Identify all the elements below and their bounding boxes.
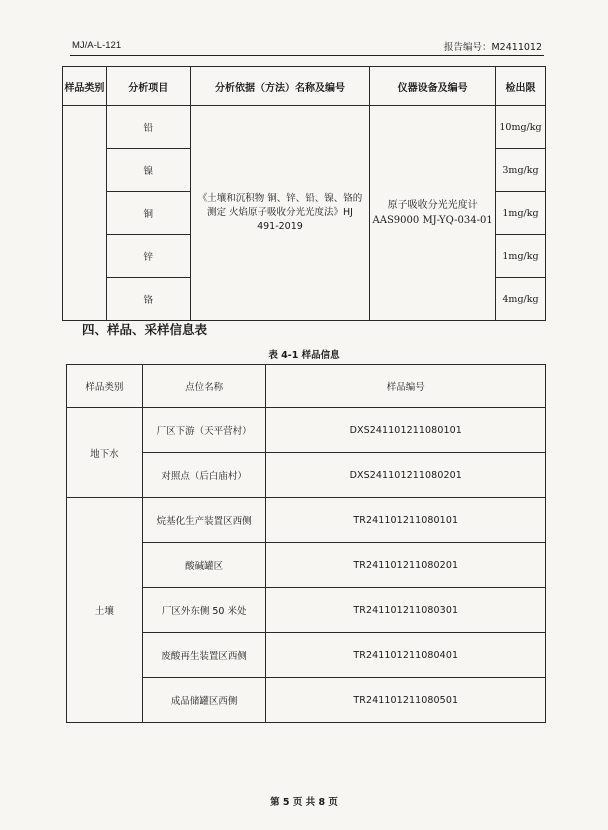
analysis-item: 锌 <box>106 235 190 278</box>
point-name: 烷基化生产装置区西侧 <box>142 498 266 543</box>
sample-category-cell <box>63 106 107 321</box>
table-row <box>63 106 546 149</box>
sample-code: TR241101211080501 <box>266 678 546 723</box>
point-name: 厂区外东侧 50 米处 <box>142 588 266 633</box>
col-detection-limit: 检出限 <box>495 67 545 106</box>
col-sample-category: 样品类别 <box>63 67 107 106</box>
sample-info-table <box>66 364 546 723</box>
sample-code: TR241101211080301 <box>266 588 546 633</box>
point-name: 酸碱罐区 <box>142 543 266 588</box>
table-row <box>67 408 546 453</box>
table-header-row <box>63 67 546 106</box>
category-soil: 土壤 <box>67 498 143 723</box>
table-row <box>67 498 546 543</box>
detection-limit: 10mg/kg <box>495 106 545 149</box>
point-name: 对照点（后白庙村） <box>142 453 266 498</box>
detection-limit: 3mg/kg <box>495 149 545 192</box>
sample-code: TR241101211080101 <box>266 498 546 543</box>
instrument-name: 原子吸收分光光度计 <box>387 200 478 211</box>
col-analysis-item: 分析项目 <box>106 67 190 106</box>
sample-code: DXS241101211080201 <box>266 453 546 498</box>
analysis-item: 镍 <box>106 149 190 192</box>
col-instrument: 仪器设备及编号 <box>370 67 496 106</box>
sample-code: TR241101211080201 <box>266 543 546 588</box>
point-name: 成品储罐区西侧 <box>142 678 266 723</box>
document-code: MJ/A-L-121 <box>72 40 122 51</box>
sample-code: TR241101211080401 <box>266 633 546 678</box>
col-method: 分析依据（方法）名称及编号 <box>190 67 370 106</box>
instrument-id: AAS9000 MJ-YQ-034-01 <box>372 215 493 226</box>
col-point-name: 点位名称 <box>142 365 266 408</box>
analysis-item: 铜 <box>106 192 190 235</box>
col-sample-category: 样品类别 <box>67 365 143 408</box>
report-number: 报告编号：M2411012 <box>443 42 542 53</box>
table-caption: 表 4-1 样品信息 <box>268 350 340 361</box>
point-name: 厂区下游（天平营村） <box>142 408 266 453</box>
analysis-item: 铬 <box>106 278 190 321</box>
instrument-cell <box>370 106 496 321</box>
detection-limit: 1mg/kg <box>495 235 545 278</box>
category-groundwater: 地下水 <box>67 408 143 498</box>
col-sample-code: 样品编号 <box>266 365 546 408</box>
point-name: 废酸再生装置区西侧 <box>142 633 266 678</box>
analysis-method-table <box>62 66 546 321</box>
detection-limit: 4mg/kg <box>495 278 545 321</box>
page-number: 第 5 页 共 8 页 <box>270 797 338 808</box>
sample-code: DXS241101211080101 <box>266 408 546 453</box>
header-divider <box>70 55 544 56</box>
detection-limit: 1mg/kg <box>495 192 545 235</box>
method-cell: 《土壤和沉积物 铜、锌、铅、镍、铬的测定 火焰原子吸收分光光度法》HJ 491-2019 <box>190 106 370 321</box>
section-title: 四、样品、采样信息表 <box>82 322 208 337</box>
table-header-row <box>67 365 546 408</box>
analysis-item: 铅 <box>106 106 190 149</box>
